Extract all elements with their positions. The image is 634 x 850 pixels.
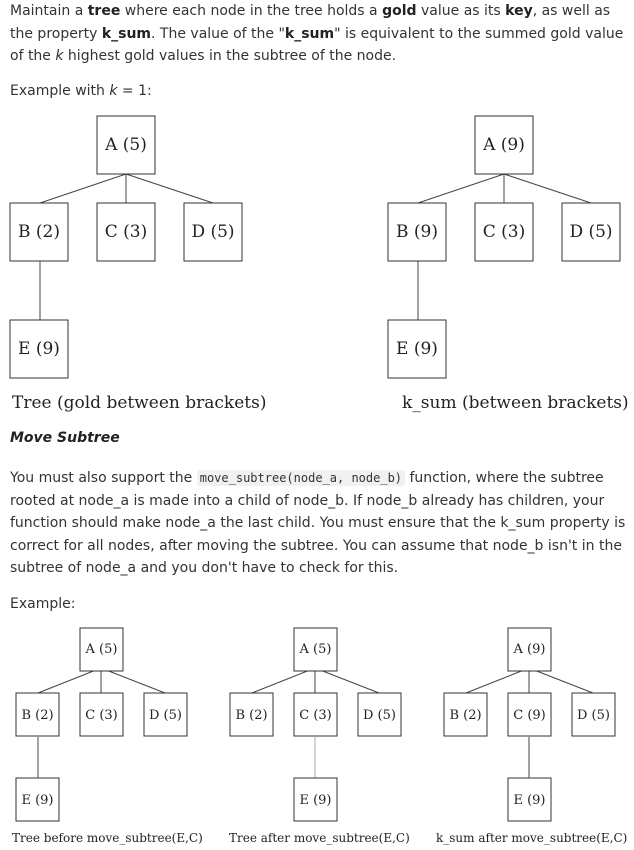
svg-text:D (5): D (5) [191, 222, 235, 242]
example1-tree-left [10, 116, 266, 413]
svg-text:A (5): A (5) [85, 642, 118, 657]
svg-text:A (9): A (9) [483, 135, 525, 155]
example2-tree-before [12, 628, 203, 845]
example2-tree-after [229, 628, 410, 845]
svg-text:E (9): E (9) [18, 339, 60, 359]
example2-label: Example: [10, 596, 76, 612]
svg-text:B (9): B (9) [396, 222, 438, 242]
svg-text:A (5): A (5) [105, 135, 147, 155]
node-b [10, 203, 68, 261]
svg-text:D (5): D (5) [569, 222, 613, 242]
node-c [294, 693, 337, 736]
move-subtree-code: move_subtree(node_a, node_b) [197, 470, 405, 486]
node-a [80, 628, 123, 671]
svg-text:C (3): C (3) [482, 222, 526, 242]
example2-ksum-after [436, 628, 627, 845]
node-d [358, 693, 401, 736]
node-a [294, 628, 337, 671]
node-a [508, 628, 551, 671]
intro-paragraph: Maintain a tree where each node in the tree holds a gold value as its key, as well as the property k_sum. The value of the "k_sum" is equivalent to the summed gold value of the k highest gold values in the subtree of the node. [10, 3, 624, 64]
node-b [444, 693, 487, 736]
node-c [80, 693, 123, 736]
node-e [508, 778, 551, 821]
svg-text:E (9): E (9) [396, 339, 438, 359]
move-subtree-paragraph: You must also support the move_subtree(node_a, node_b) function, where the subtree rooted at node_a is made into a child of node_b. If node_b already has children, your function should make node_a the last child. You must ensure that the k_sum property is correct for all nodes, after moving the subtree. You can assume that node_b isn't in the subtree of node_a and you don't have to check for this. [10, 470, 626, 576]
example2-before-caption: Tree before move_subtree(E,C) [12, 831, 203, 845]
svg-text:A (5): A (5) [299, 642, 332, 657]
svg-text:B (2): B (2) [235, 708, 268, 723]
svg-text:E (9): E (9) [513, 793, 546, 808]
example2-ksum-caption: k_sum after move_subtree(E,C) [436, 831, 628, 845]
node-e [10, 320, 68, 378]
node-d [144, 693, 187, 736]
node-a [475, 116, 533, 174]
example1-right-caption: k_sum (between brackets) [402, 393, 629, 413]
node-e [16, 778, 59, 821]
node-d [562, 203, 620, 261]
svg-text:D (5): D (5) [363, 708, 396, 723]
svg-text:E (9): E (9) [299, 793, 332, 808]
node-d [572, 693, 615, 736]
svg-text:B (2): B (2) [449, 708, 482, 723]
svg-text:C (3): C (3) [85, 708, 118, 723]
svg-text:E (9): E (9) [21, 793, 54, 808]
node-e [388, 320, 446, 378]
svg-text:B (2): B (2) [18, 222, 60, 242]
node-a [97, 116, 155, 174]
svg-text:B (2): B (2) [21, 708, 54, 723]
example2-after-caption: Tree after move_subtree(E,C) [229, 831, 410, 845]
example1-label: Example with k = 1: [10, 83, 152, 99]
example1-left-caption: Tree (gold between brackets) [12, 393, 267, 413]
svg-text:D (5): D (5) [149, 708, 182, 723]
svg-text:C (3): C (3) [104, 222, 148, 242]
node-d [184, 203, 242, 261]
node-b [16, 693, 59, 736]
node-b [230, 693, 273, 736]
node-e [294, 778, 337, 821]
node-c [475, 203, 533, 261]
svg-text:C (3): C (3) [299, 708, 332, 723]
node-c [508, 693, 551, 736]
svg-text:A (9): A (9) [513, 642, 546, 657]
node-c [97, 203, 155, 261]
svg-text:D (5): D (5) [577, 708, 610, 723]
svg-text:C (9): C (9) [513, 708, 546, 723]
move-subtree-heading: Move Subtree [10, 430, 120, 446]
example1-tree-right [388, 116, 629, 413]
node-b [388, 203, 446, 261]
